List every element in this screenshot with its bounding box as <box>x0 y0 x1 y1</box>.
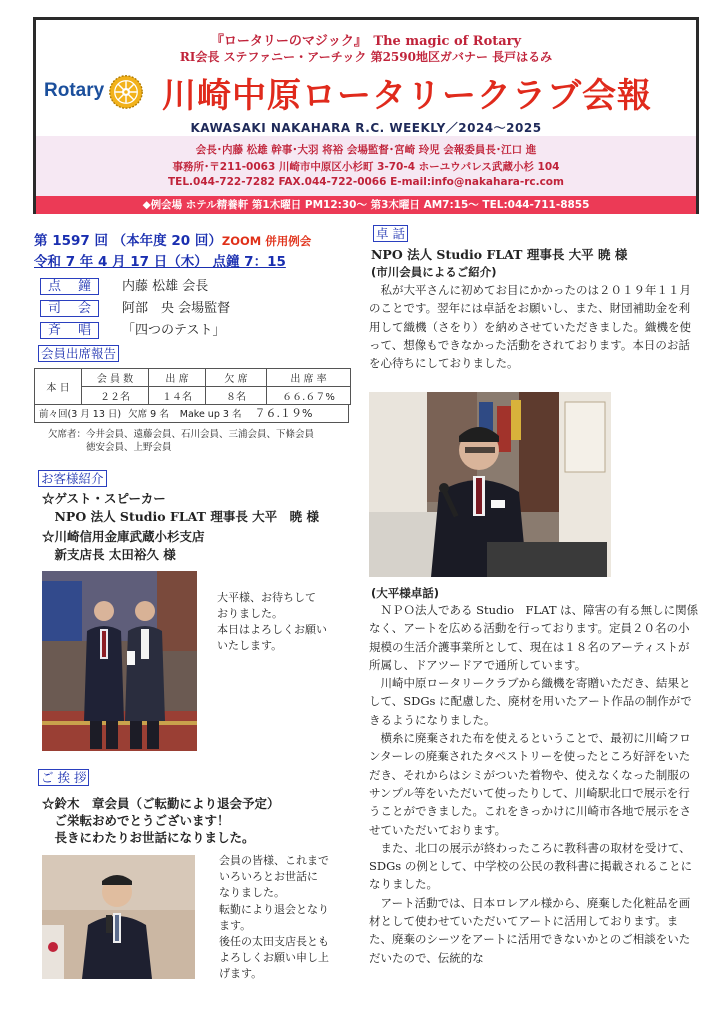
newsletter-title: 川崎中原ロータリークラブ会報 <box>162 76 652 116</box>
attendance-value: ２２名 <box>82 387 149 405</box>
greeting-line: 長きにわたりお世話になりました。 <box>42 830 255 845</box>
greeting-line: ご栄転おめでとうございます！ <box>42 813 230 828</box>
attendance-value: ６６.６７% <box>267 387 351 405</box>
prev-absent: 欠席 9 名 <box>128 409 169 420</box>
zoom-badge: ZOOM 併用例会 <box>221 234 312 248</box>
guest-line: ☆ゲスト・スピーカー <box>42 491 166 506</box>
attendance-heading: 会員出席報告 <box>38 345 119 362</box>
session-date: 令和 7 年 4 月 17 日（木） 点鐘 7：15 <box>34 254 286 270</box>
newsletter-header <box>33 17 699 214</box>
talk-heading: 卓 話 <box>373 225 408 242</box>
theme-line: 『ロータリーのマジック』 The magic of Rotary <box>210 34 522 49</box>
officers-line: 会長･内藤 松雄 幹事･大羽 将裕 会場監督･宮崎 玲児 会報委員長･江口 進 <box>195 144 537 156</box>
greeting-heading: ご 挨 拶 <box>38 769 89 786</box>
role-label: 司会 <box>40 300 99 317</box>
attendance-value: １４名 <box>149 387 206 405</box>
governor-line: RI会長 ステファニー・アーチック 第2590地区ガバナー 長戸はるみ <box>179 50 553 64</box>
greeting-line: ☆鈴木 章会員（ご転勤により退会予定） <box>42 796 280 811</box>
attendance-header: 欠 席 <box>206 369 267 387</box>
rotary-logo-text: Rotary <box>44 80 105 101</box>
speaker-photo <box>369 392 611 577</box>
header-top <box>36 20 696 136</box>
attendance-header: 会 員 数 <box>82 369 149 387</box>
talk-body <box>369 601 699 967</box>
attendance-row-label: 本 日 <box>35 369 82 405</box>
newsletter-subtitle: KAWASAKI NAKAHARA R.C. WEEKLY／2024～2025 <box>190 121 542 135</box>
session-count: 第 1597 回 （本年度 20 回） <box>34 233 222 249</box>
guest-photo-note: 大平様、お待ちして おりました。 本日はよろしくお願い いたします。 <box>217 591 327 652</box>
role-label: 斉唱 <box>40 322 99 339</box>
talk-paragraph: 横糸に廃棄された布を使えるということで、最初に川崎フロンターレの廃棄されたタペストリーを使ったところ好評をいただき、それからはシミがついた着物や、使えなくなった制服のサンプル等をいただいて使ったりして、川崎駅北口で展示を行うことができました。これをきっかけに川崎市各地で展示をさせていただいております。 <box>369 731 691 837</box>
talk-paragraph: ＮＰＯ法人である Studio FLAT は、障害の有る無しに関係なく、アートを広める活動を行っております。定員２０名の小規模の生活介護事業所として、現在は１８名のアーティストが所属し、ドアツードアで通所しています。 <box>369 603 699 672</box>
role-value: 「四つのテスト」 <box>122 323 226 338</box>
meeting-venue-bar: ◆例会場 ホテル精養軒 第1木曜日 PM12:30～ 第3木曜日 AM7:15～ TEL:044-711-8855 <box>36 196 696 214</box>
talk-speaker: NPO 法人 Studio FLAT 理事長 大平 暁 様 <box>371 247 628 262</box>
intro-paragraph: 私が大平さんに初めてお目にかかったのは２０１９年１１月のことです。翌年には卓話をお願いし、また、財団補助金を利用して織機（さをり）を納めさせていただきました。織機を使って、想像もできなかった活動をされております。本日のお話を心待ちにしておりました。 <box>369 283 691 371</box>
guest-line: 新支店長 太田裕久 様 <box>42 547 176 562</box>
rotary-wheel-icon <box>108 74 144 110</box>
member-photo <box>42 855 195 979</box>
talk-paragraph: 川崎中原ロータリークラブから織機を寄贈いただき、結果として、SDGs に配慮した、廃材を用いたアート作品の制作ができるようになりました。 <box>369 676 692 727</box>
prev-rate: ７６.１９% <box>254 407 313 420</box>
talk-paragraph: また、北口の展示が終わったころに教科書の取材を受けて、SDGs の例として、中学校の公民の教科書に掲載されることになりました。 <box>369 840 693 892</box>
guests-heading: お客様紹介 <box>38 470 107 487</box>
role-label: 点鐘 <box>40 278 99 295</box>
previous-attendance <box>34 404 349 423</box>
attendance-value: ８名 <box>206 387 267 405</box>
attendance-table <box>34 368 351 405</box>
prev-label: 前々回(3 月 13 日) <box>39 409 122 420</box>
talk-paragraph: アート活動では、日本ロレアル様から、廃棄した化粧品を画材として使わせていただいてアートに活用しております。また、廃棄のシーツをアートに活用できないかとのご相談をいただいたので、伝統的な <box>369 895 691 965</box>
club-info <box>36 136 696 196</box>
address-line: 事務所･〒211-0063 川崎市中原区小杉町 3-70-4 ホーユウパレス武蔵小杉 104 <box>172 161 560 173</box>
contact-line: TEL.044-722-7282 FAX.044-722-0066 E-mail:info@nakahara-rc.com <box>168 176 564 188</box>
talk-intro <box>369 281 699 372</box>
member-photo-note: 会員の皆様、これまで いろいろとお世話に なりました。 転勤により退会となり ます。 後任の太田支店長とも よろしくお願い申し上 げます。 <box>219 854 329 981</box>
attendance-header: 出 席 <box>149 369 206 387</box>
session-number <box>34 229 311 249</box>
guest-photo <box>42 571 197 751</box>
attendance-header: 出 席 率 <box>267 369 351 387</box>
prev-makeup: Make up 3 名 <box>179 409 242 420</box>
role-value: 内藤 松雄 会長 <box>122 279 209 294</box>
speaker-photo-caption: (大平様卓話) <box>371 586 440 600</box>
guest-line: ☆川崎信用金庫武蔵小杉支店 <box>42 529 205 544</box>
absent-members: 欠席者：今井会員、遠藤会員、石川会員、三浦会員、下條会員 徳安会員、上野会員 <box>48 429 315 453</box>
role-value: 阿部 央 会場監督 <box>122 301 231 316</box>
talk-intro-by: (市川会員によるご紹介) <box>371 265 497 279</box>
guest-line: NPO 法人 Studio FLAT 理事長 大平 暁 様 <box>42 509 320 524</box>
